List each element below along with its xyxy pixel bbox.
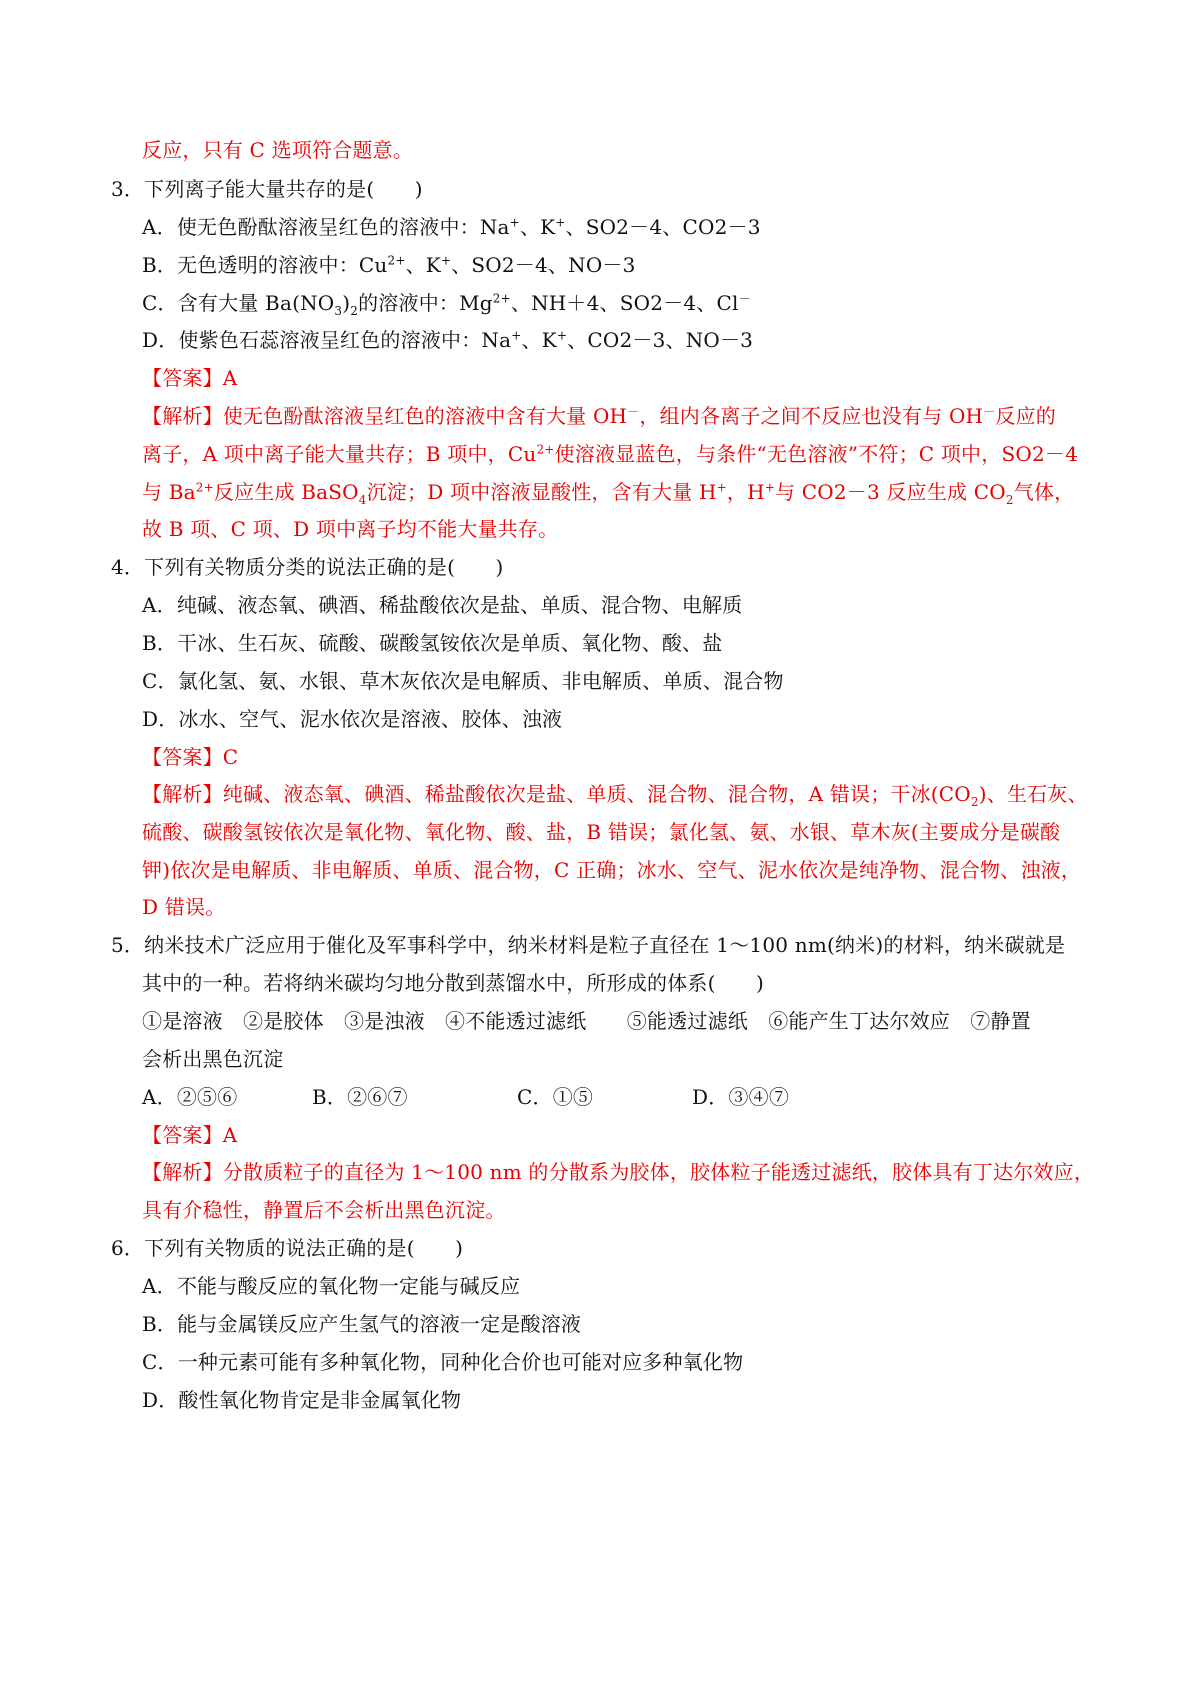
question-3-option-a: A．使无色酚酞溶液呈红色的溶液中：Na+、K+、SO2－4、CO2－3 <box>142 215 761 239</box>
question-3-option-d: D．使紫色石蕊溶液呈红色的溶液中：Na+、K+、CO2－3、NO－3 <box>142 328 754 352</box>
question-5-answer: 【答案】A <box>142 1123 238 1147</box>
question-5-option-d: D．③④⑦ <box>692 1085 790 1109</box>
question-4-explanation-line-3: 钾)依次是电解质、非电解质、单质、混合物，C 正确；冰水、空气、泥水依次是纯净物、混合物、浊液， <box>142 858 1082 882</box>
question-4-explanation-line-2: 硫酸、碳酸氢铵依次是氧化物、氧化物、酸、盐，B 错误；氯化氢、氨、水银、草木灰(主要成分是碳酸 <box>142 820 1061 844</box>
question-5-option-b: B．②⑥⑦ <box>312 1085 408 1109</box>
question-4-explanation-line-4: D 错误。 <box>142 895 226 919</box>
question-4-explanation-line-1: 【解析】纯碱、液态氧、碘酒、稀盐酸依次是盐、单质、混合物、混合物，A 错误；干冰$(CO_2)$、生石灰、 <box>142 782 1088 809</box>
question-4-option-a: A．纯碱、液态氧、碘酒、稀盐酸依次是盐、单质、混合物、电解质 <box>142 593 743 617</box>
question-3-explanation-line-4: 故 B 项、C 项、D 项中离子均不能大量共存。 <box>142 517 559 541</box>
question-6-option-b: B．能与金属镁反应产生氢气的溶液一定是酸溶液 <box>142 1312 582 1336</box>
question-4-option-b: B．干冰、生石灰、硫酸、碳酸氢铵依次是单质、氧化物、酸、盐 <box>142 631 723 655</box>
question-5-explanation-line-2: 具有介稳性，静置后不会析出黑色沉淀。 <box>142 1198 506 1222</box>
question-3-option-b: B．无色透明的溶液中：$Cu^{2+}$、K+、SO2－4、NO－3 <box>142 253 636 277</box>
question-5-stem-line-2: 其中的一种。若将纳米碳均匀地分散到蒸馏水中，所形成的体系( ) <box>142 971 765 995</box>
question-5-option-a: A．②⑤⑥ <box>142 1085 238 1109</box>
question-3-explanation-line-2: 离子，A 项中离子能大量共存；B 项中，$Cu^{2+}$使溶液显蓝色，与条件“无色溶液”不符；C 项中，SO2－4 <box>142 442 1079 466</box>
question-4-option-d: D．冰水、空气、泥水依次是溶液、胶体、浊液 <box>142 707 563 731</box>
question-3-explanation-line-3: 与 $Ba^{2+}$反应生成 BaSO$_4$沉淀；D 项中溶液显酸性，含有大量 H+，H+与 CO2－3 反应生成 $CO_2$气体， <box>142 480 1075 507</box>
question-5-option-c: C．①⑤ <box>517 1085 594 1109</box>
question-5-explanation-line-1: 【解析】分散质粒子的直径为 1～100 nm 的分散系为胶体，胶体粒子能透过滤纸，胶体具有丁达尔效应， <box>142 1160 1095 1184</box>
question-4-stem: 4．下列有关物质分类的说法正确的是( ) <box>111 555 504 579</box>
question-4-option-c: C．氯化氢、氨、水银、草木灰依次是电解质、非电解质、单质、混合物 <box>142 669 784 693</box>
question-5-statements-line-1: ①是溶液 ②是胶体 ③是浊液 ④不能透过滤纸 ⑤能透过滤纸 ⑥能产生丁达尔效应 ⑦静置 <box>142 1009 1031 1033</box>
question-3-option-c: C．含有大量 $Ba(NO_3)_2$的溶液中：$Mg^{2+}$、NH＋4、SO2－4、Cl－ <box>142 291 751 318</box>
question-3-explanation-line-1: 【解析】使无色酚酞溶液呈红色的溶液中含有大量 OH－，组内各离子之间不反应也没有与 OH－反应的 <box>142 404 1057 428</box>
question-6-stem: 6．下列有关物质的说法正确的是( ) <box>111 1236 464 1260</box>
prev-explanation-tail: 反应，只有 C 选项符合题意。 <box>142 138 414 162</box>
question-5-stem-line-1: 5．纳米技术广泛应用于催化及军事科学中，纳米材料是粒子直径在 1～100 nm(纳米)的材料，纳米碳就是 <box>111 933 1066 957</box>
question-5-statements-line-2: 会析出黑色沉淀 <box>142 1047 284 1071</box>
question-4-answer: 【答案】C <box>142 745 239 769</box>
question-6-option-c: C．一种元素可能有多种氧化物，同种化合价也可能对应多种氧化物 <box>142 1350 744 1374</box>
question-5-options <box>142 1083 789 1111</box>
question-6-option-d: D．酸性氧化物肯定是非金属氧化物 <box>142 1388 462 1412</box>
question-3-stem: 3．下列离子能大量共存的是( ) <box>111 177 423 201</box>
question-6-option-a: A．不能与酸反应的氧化物一定能与碱反应 <box>142 1274 521 1298</box>
question-3-answer: 【答案】A <box>142 366 238 390</box>
